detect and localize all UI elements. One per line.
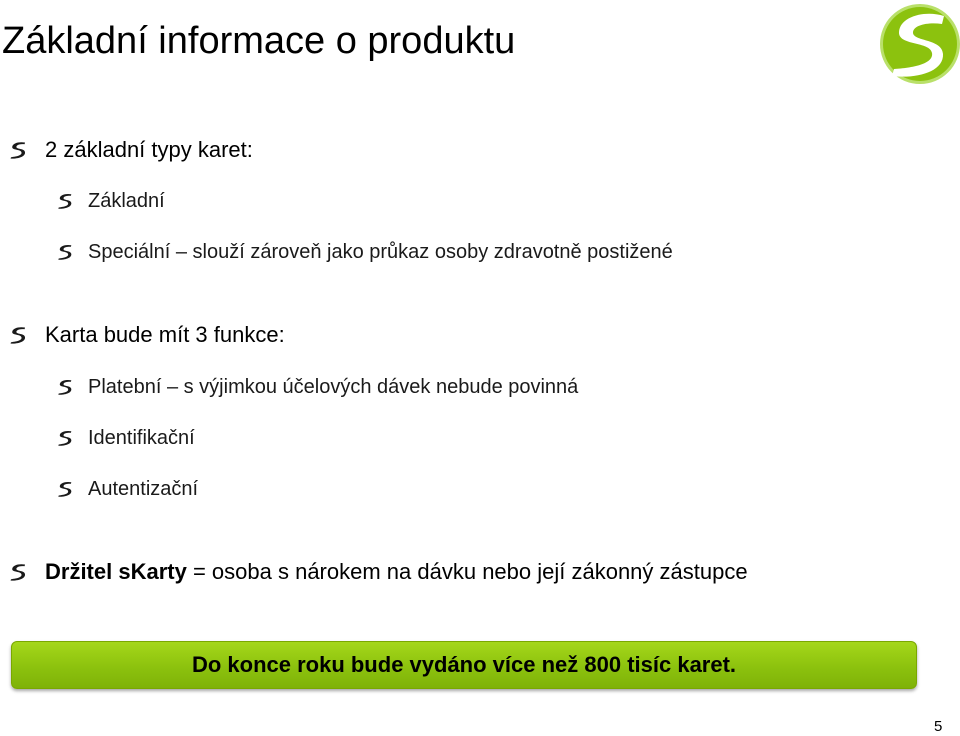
- s-swoosh-logo-icon: [876, 2, 960, 86]
- slide-title: Základní informace o produktu: [2, 20, 516, 62]
- sub-bullet-special-card: [56, 238, 673, 266]
- sub-bullet-identification: [56, 424, 195, 452]
- sub-bullet-authentication: [56, 475, 198, 503]
- highlight-banner: [11, 641, 917, 689]
- s-swoosh-bullet-icon: [8, 140, 28, 160]
- bullet-item-card-types: [8, 135, 253, 165]
- bullet-text: 2 základní typy karet:: [45, 137, 253, 162]
- s-swoosh-bullet-icon: [56, 480, 74, 498]
- s-swoosh-bullet-icon: [56, 243, 74, 261]
- sub-bullet-text: Základní: [88, 190, 165, 212]
- s-swoosh-bullet-icon: [56, 192, 74, 210]
- s-swoosh-bullet-icon: [56, 429, 74, 447]
- sub-bullet-payment: [56, 373, 578, 401]
- card-holder-term: Držitel sKarty: [45, 559, 187, 584]
- card-holder-definition: = osoba s nárokem na dávku nebo její zákonný zástupce: [186, 559, 748, 584]
- bullet-text: Karta bude mít 3 funkce:: [45, 322, 285, 347]
- s-swoosh-bullet-icon: [8, 562, 28, 582]
- bullet-text-wrapper: [45, 557, 748, 587]
- banner-text: Do konce roku bude vydáno více než 800 tisíc karet.: [191, 652, 737, 677]
- sub-bullet-text: Autentizační: [88, 478, 199, 500]
- sub-bullet-text: Identifikační: [88, 427, 195, 449]
- sub-bullet-text: Platební – s výjimkou účelových dávek nebude povinná: [88, 376, 579, 398]
- bullet-item-card-functions: [8, 320, 285, 350]
- bullet-item-card-holder: [8, 557, 748, 587]
- page-number: 5: [934, 718, 943, 735]
- sub-bullet-basic-card: [56, 187, 165, 215]
- s-swoosh-bullet-icon: [56, 378, 74, 396]
- s-swoosh-bullet-icon: [8, 325, 28, 345]
- sub-bullet-text: Speciální – slouží zároveň jako průkaz osoby zdravotně postižené: [88, 241, 673, 263]
